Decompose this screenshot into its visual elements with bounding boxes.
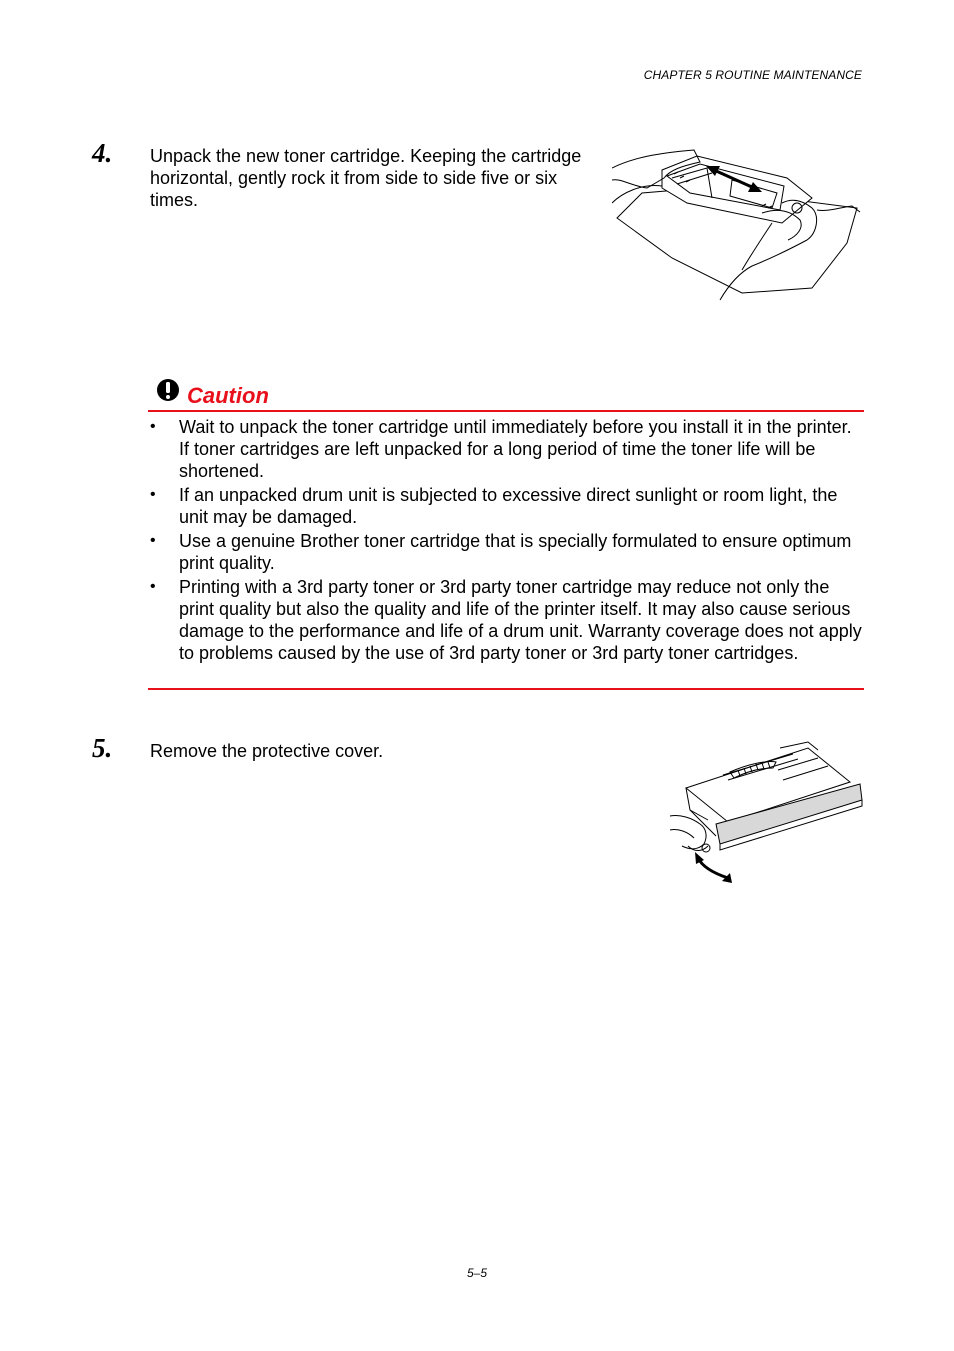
cover-removal-illustration <box>668 740 864 886</box>
caution-item-text: If an unpacked drum unit is subjected to excessive direct sunlight or room light, the unit may be damaged. <box>179 485 838 527</box>
caution-heading <box>156 378 356 410</box>
step-number-4: 4. <box>92 138 113 168</box>
caution-list <box>148 416 864 666</box>
caution-item <box>148 576 864 664</box>
bullet: • <box>150 532 156 549</box>
caution-item-text: Wait to unpack the toner cartridge until immediately before you install it in the printer. If toner cartridges are left unpacked for a long period of time the toner life will be shortened. <box>179 417 852 481</box>
caution-label: Caution <box>187 383 269 408</box>
toner-rocking-illustration <box>612 148 862 303</box>
caution-item <box>148 484 864 528</box>
step-number-5: 5. <box>92 733 113 763</box>
caution-top-rule <box>148 410 864 412</box>
bullet: • <box>150 578 156 595</box>
bullet: • <box>150 418 156 435</box>
caution-item <box>148 416 864 482</box>
step-4-instruction: Unpack the new toner cartridge. Keeping the cartridge horizontal, gently rock it from side to side five or six times. <box>150 146 582 210</box>
step-5-instruction: Remove the protective cover. <box>150 741 384 761</box>
caution-item <box>148 530 864 574</box>
bullet: • <box>150 486 156 503</box>
page-number: 5–5 <box>466 1266 488 1280</box>
caution-item-text: Use a genuine Brother toner cartridge that is specially formulated to ensure optimum print quality. <box>179 531 852 573</box>
caution-bottom-rule <box>148 688 864 690</box>
exclamation-icon <box>156 378 180 402</box>
chapter-header: CHAPTER 5 ROUTINE MAINTENANCE <box>643 68 862 82</box>
caution-item-text: Printing with a 3rd party toner or 3rd party toner cartridge may reduce not only the print quality but also the quality and life of the printer itself. It may also cause serious damage to the performance and life of a drum unit. Warranty coverage does not apply to problems caused by the use of 3rd party toner or 3rd party toner cartridges. <box>179 577 862 663</box>
